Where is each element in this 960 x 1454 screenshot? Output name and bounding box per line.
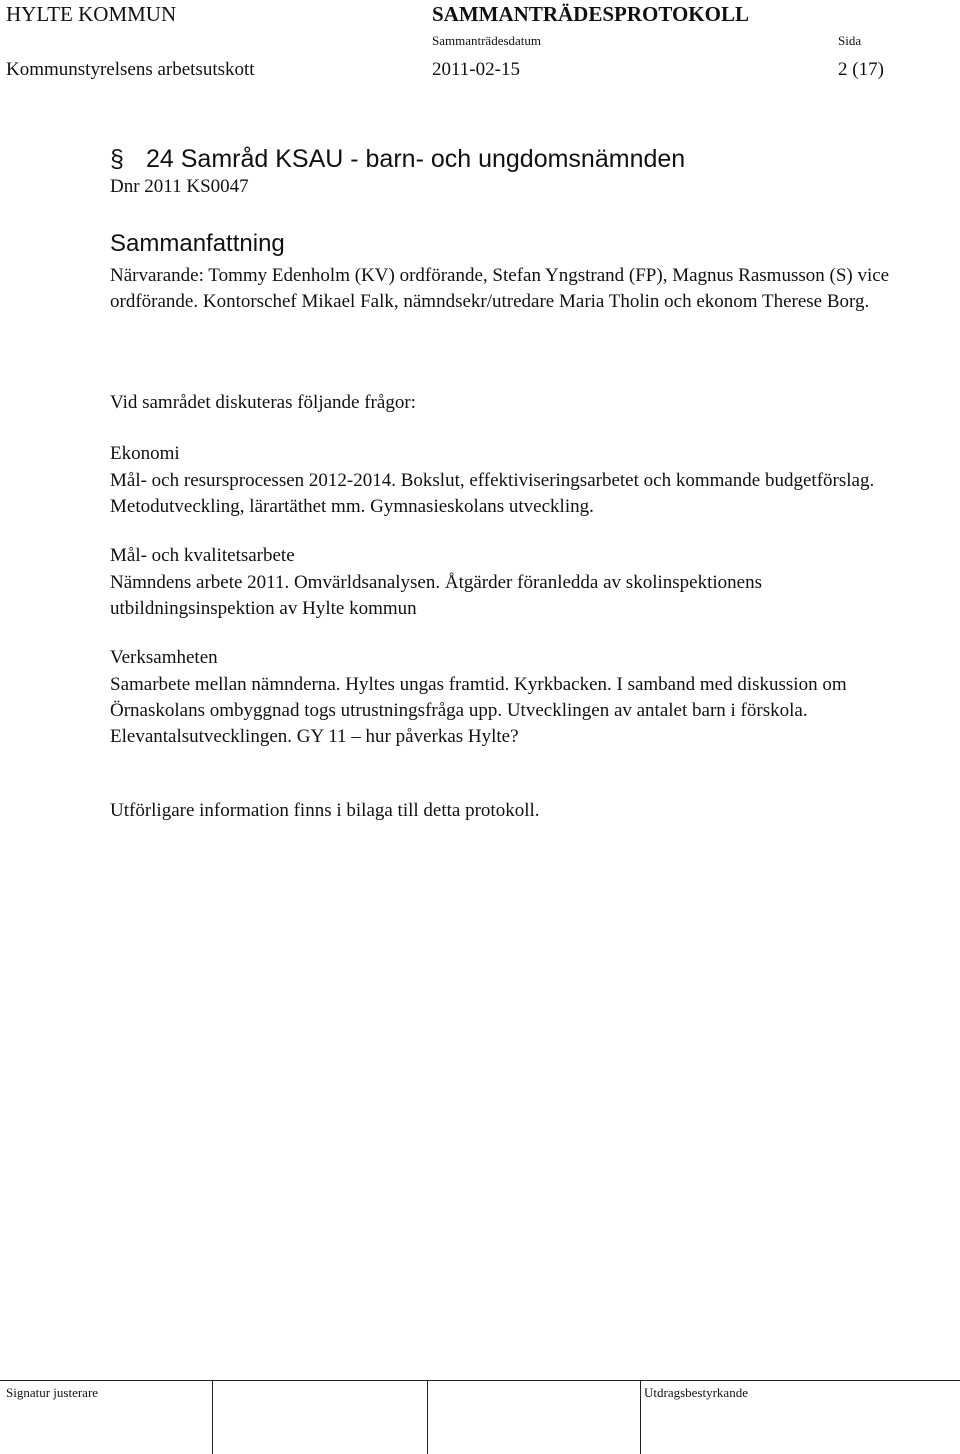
attendees-text: Närvarande: Tommy Edenholm (KV) ordförande, Stefan Yngstrand (FP), Magnus Rasmusson (S) vice ordförande. Kontorschef Mikael Falk, nämndsekr/utredare Maria Tholin och ekonom Therese Borg. <box>110 265 890 312</box>
org-name: HYLTE KOMMUN <box>6 2 177 26</box>
extract-certification-label: Utdragsbestyrkande <box>644 1385 748 1400</box>
footer-top-rule <box>0 1380 960 1381</box>
page-number: 2 (17) <box>838 59 884 80</box>
signature-label: Signatur justerare <box>6 1385 99 1400</box>
topic-heading-economy: Ekonomi <box>110 443 180 464</box>
summary-heading: Sammanfattning <box>110 230 285 257</box>
date-label: Sammanträdesdatum <box>432 33 542 48</box>
topic-text-quality: Nämndens arbete 2011. Omvärldsanalysen. Åtgärder föranledda av skolinspektionens utbildningsinspektion av Hylte kommun <box>110 572 762 619</box>
section-mark: § <box>110 145 124 173</box>
committee-name: Kommunstyrelsens arbetsutskott <box>6 59 255 80</box>
topic-text-economy: Mål- och resursprocessen 2012-2014. Bokslut, effektiviseringsarbetet och kommande budgetförslag. Metodutveckling, lärartäthet mm. Gymnasieskolans utveckling. <box>110 470 875 517</box>
footer-divider-1 <box>212 1380 213 1454</box>
topic-heading-operations: Verksamheten <box>110 647 218 668</box>
footer-divider-3 <box>640 1380 641 1454</box>
topic-heading-quality: Mål- och kvalitetsarbete <box>110 545 295 566</box>
item-title: 24 Samråd KSAU - barn- och ungdomsnämnden <box>146 145 686 173</box>
closing-text: Utförligare information finns i bilaga till detta protokoll. <box>110 800 540 821</box>
document-type: SAMMANTRÄDESPROTOKOLL <box>432 2 749 26</box>
case-number: Dnr 2011 KS0047 <box>110 176 249 197</box>
meeting-date: 2011-02-15 <box>432 59 520 80</box>
page-label: Sida <box>838 33 862 48</box>
footer-divider-2 <box>427 1380 428 1454</box>
topic-text-operations: Samarbete mellan nämnderna. Hyltes ungas framtid. Kyrkbacken. I samband med diskussion om Örnaskolans ombyggnad togs utrustningsfråga upp. Utvecklingen av antalet barn i förskola. Elevantalsutvecklingen. GY 11 – hur påverkas Hylte? <box>110 674 847 747</box>
intro-text: Vid samrådet diskuteras följande frågor: <box>110 392 416 413</box>
